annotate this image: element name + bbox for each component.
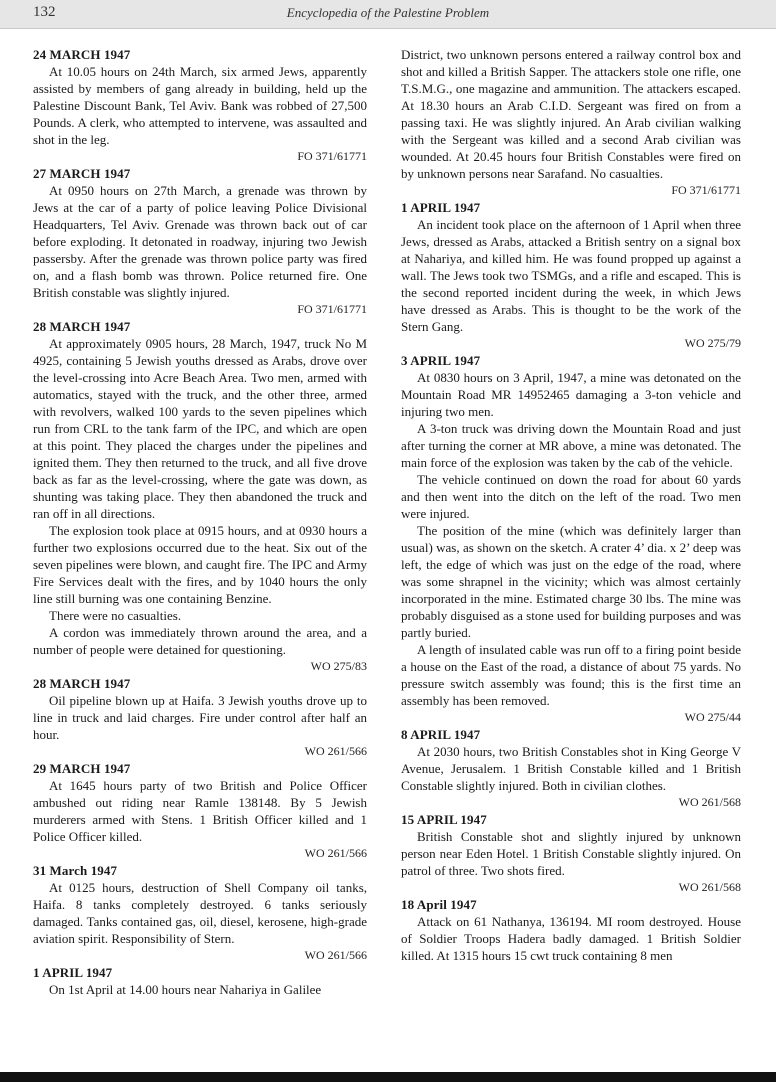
incident-entry [401, 896, 741, 964]
incident-entry [401, 811, 741, 896]
entry-paragraph: At approximately 0905 hours, 28 March, 1947, truck No M 4925, containing 5 Jewish youths dressed as Arabs, drove over the level-crossing into Acre Beach Area. Two men, armed with automatics, stayed with the truck, and the other three, armed with revolvers, walked 100 yards to the seven pipelines which run from CRL to the tank farm of the IPC, and which are open at this point. They placed the charges under the pipelines and ignited them. They then returned to the truck, and all five drove back as far as the level-crossing, where the gate was down, as shunting was taking place. They then abandoned the truck and ran off in all directions. [33, 336, 367, 521]
page-number: 132 [33, 4, 56, 20]
entry-date: 24 MARCH 1947 [33, 47, 131, 62]
entry-date: 1 APRIL 1947 [33, 965, 113, 980]
entry-paragraph: A length of insulated cable was run off to a firing point beside a house on the East of the road, a distance of about 75 yards. No pressure switch assembly was found; this is the first time an assembly has been removed. [401, 642, 741, 708]
source-reference: WO 275/83 [310, 659, 367, 673]
entry-date: 1 APRIL 1947 [401, 200, 481, 215]
bottom-edge [0, 1072, 776, 1082]
entry-date: 18 April 1947 [401, 897, 477, 912]
incident-entry [33, 46, 367, 165]
incident-entry [33, 760, 367, 862]
entry-paragraph: A cordon was immediately thrown around the area, and a number of people were detained for questioning. [33, 625, 367, 657]
entry-paragraph: The explosion took place at 0915 hours, and at 0930 hours a further two explosions occurred due to the heat. Six out of the seven pipelines were blown, and caught fire. The IPC and Army Fire Services dealt with the fires, and by 1040 hours the only line still burning was one containing Benzine. [33, 523, 367, 606]
entry-paragraph: An incident took place on the afternoon of 1 April when three Jews, dressed as Arabs, attacked a British sentry on a signal box at Nahariya, and killed him. He was found propped up against a wall. The Jews took two TSMGs, and a rifle and escaped. This is the second reported incident during the week, in which Jews have dressed as Arabs. This is thought to be the work of the Stern Gang. [401, 217, 741, 334]
entry-date: 28 MARCH 1947 [33, 676, 131, 691]
source-reference: FO 371/61771 [671, 183, 741, 197]
incident-entry [401, 352, 741, 726]
entry-date: 28 MARCH 1947 [33, 319, 131, 334]
source-reference: FO 371/61771 [297, 302, 367, 316]
entry-paragraph: At 2030 hours, two British Constables shot in King George V Avenue, Jerusalem. 1 British Constable killed and 1 British Constable slightly injured. Both in civilian clothes. [401, 744, 741, 793]
entry-date: 3 APRIL 1947 [401, 353, 481, 368]
incident-entry [401, 46, 741, 199]
entry-date: 8 APRIL 1947 [401, 727, 481, 742]
entry-paragraph: At 0830 hours on 3 April, 1947, a mine was detonated on the Mountain Road MR 14952465 damaging a 3-ton vehicle and injuring two men. [401, 370, 741, 419]
source-reference: WO 261/566 [304, 846, 367, 860]
left-column [33, 46, 367, 998]
entry-paragraph: Oil pipeline blown up at Haifa. 3 Jewish youths drove up to line in truck and laid charges. Fire under control after half an hour. [33, 693, 367, 742]
source-reference: WO 261/566 [304, 948, 367, 962]
entry-date: 15 APRIL 1947 [401, 812, 487, 827]
entry-date: 31 March 1947 [33, 863, 118, 878]
page-header [0, 0, 776, 29]
incident-entry [33, 862, 367, 964]
incident-entry [401, 726, 741, 811]
running-title: Encyclopedia of the Palestine Problem [286, 5, 490, 20]
entry-paragraph: At 0950 hours on 27th March, a grenade was thrown by Jews at the car of a party of police leaving Police Divisional Headquarters, Tel Aviv. Grenade was thrown back out of car before exploding. It detonated in roadway, injuring two Jewish passersby. After the grenade was thrown police party was fired on, and a flash bomb was thrown. Police returned fire. One British constable was slightly injured. [33, 183, 367, 300]
incident-entry [401, 199, 741, 352]
entry-date: 27 MARCH 1947 [33, 166, 131, 181]
source-reference: WO 275/44 [684, 710, 741, 724]
incident-entry [33, 318, 367, 675]
entry-paragraph: There were no casualties. [49, 608, 182, 623]
source-reference: WO 261/568 [678, 880, 741, 894]
entry-paragraph: On 1st April at 14.00 hours near Nahariya in Galilee [49, 982, 322, 997]
incident-entry [33, 964, 367, 998]
entry-paragraph: At 1645 hours party of two British and Police Officer ambushed out riding near Ramle 138148. By 5 Jewish murderers armed with Stens. 1 British Officer killed and 1 Police Officer killed. [33, 778, 367, 844]
entry-paragraph: At 10.05 hours on 24th March, six armed Jews, apparently assisted by members of gang already in building, held up the Palestine Discount Bank, Tel Aviv. Bank was robbed of 27,500 Pounds. A clerk, who attempted to intervene, was assaulted and shot in the leg. [33, 64, 367, 147]
entry-paragraph: British Constable shot and slightly injured by unknown person near Eden Hotel. 1 British Constable slightly injured. On patrol of three. Two shots fired. [401, 829, 741, 878]
entry-paragraph: The position of the mine (which was definitely larger than usual) was, as shown on the sketch. A crater 4’ dia. x 2’ deep was left, the edge of which was just on the edge of the road, where was some shrapnel in the vicinity; which was almost certainly incorporated in the mine. Estimated charge 30 lbs. The mine was probably disguised as a stone used for building purposes and was partly buried. [401, 523, 741, 640]
incident-entry [33, 165, 367, 318]
entry-paragraph: Attack on 61 Nathanya, 136194. MI room destroyed. House of Soldier Troops Hadera badly damaged. 1 British Soldier killed. At 1315 hours 15 cwt truck containing 8 men [401, 914, 741, 963]
entry-paragraph: The vehicle continued on down the road for about 60 yards and then went into the ditch on the left of the road. Two men were injured. [401, 472, 741, 521]
entry-date: 29 MARCH 1947 [33, 761, 131, 776]
source-reference: WO 261/566 [304, 744, 367, 758]
entry-paragraph: District, two unknown persons entered a railway control box and shot and killed a British Sapper. The attackers stole one rifle, one T.S.M.G., one magazine and ammunition. The attackers escaped. At 18.30 hours an Arab C.I.D. Sergeant was fired on from a passing taxi. He was slightly injured. An Arab civilian walking with the Sergeant was killed and a second Arab civilian was wounded. At 20.45 hours four British Constables were fired on by unknown persons near Sarafand. No casualties. [401, 47, 741, 181]
entry-paragraph: A 3-ton truck was driving down the Mountain Road and just after turning the corner at MR above, a mine was detonated. The main force of the explosion was taken by the cab of the vehicle. [401, 421, 741, 470]
entry-paragraph: At 0125 hours, destruction of Shell Company oil tanks, Haifa. 8 tanks completely destroyed. 6 tanks seriously damaged. Tanks contained gas, oil, diesel, kerosene, high-grade aviation spirit. Responsibility of Stern. [33, 880, 367, 946]
incident-entry [33, 675, 367, 760]
right-column [401, 46, 741, 964]
source-reference: WO 275/79 [684, 336, 741, 350]
source-reference: WO 261/568 [678, 795, 741, 809]
source-reference: FO 371/61771 [297, 149, 367, 163]
